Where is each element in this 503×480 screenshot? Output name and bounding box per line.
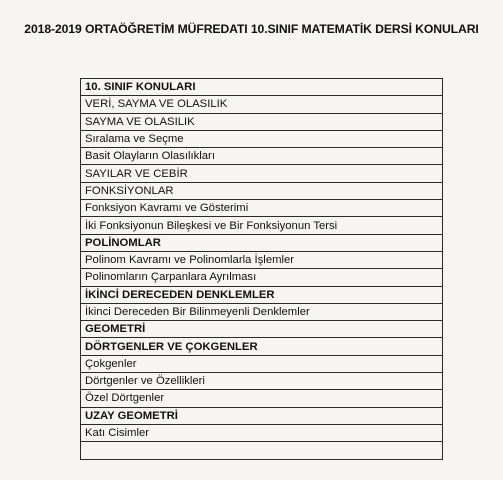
table-cell: İkinci Dereceden Bir Bilinmeyenli Denklemler (81, 303, 443, 320)
table-cell: Katı Cisimler (81, 424, 443, 441)
table-row (81, 303, 443, 320)
table-cell: Özel Dörtgenler (81, 390, 443, 407)
table-cell: 10. SINIF KONULARI (81, 79, 443, 96)
table-row (81, 96, 443, 113)
table-cell: VERİ, SAYMA VE OLASILIK (81, 96, 443, 113)
table-cell: GEOMETRİ (81, 321, 443, 338)
table-cell: Basit Olayların Olasılıkları (81, 148, 443, 165)
table-cell: Polinom Kavramı ve Polinomlarla İşlemler (81, 251, 443, 268)
table-cell: DÖRTGENLER VE ÇOKGENLER (81, 338, 443, 355)
table-row (81, 217, 443, 234)
table-row (81, 79, 443, 96)
table-row (81, 390, 443, 407)
table-row (81, 442, 443, 459)
table-cell: SAYILAR VE CEBİR (81, 165, 443, 182)
table-row (81, 269, 443, 286)
table-cell: İKİNCİ DERECEDEN DENKLEMLER (81, 286, 443, 303)
table-row (81, 200, 443, 217)
table-cell: Çokgenler (81, 355, 443, 372)
table-cell: UZAY GEOMETRİ (81, 407, 443, 424)
table-cell: Polinomların Çarpanlara Ayrılması (81, 269, 443, 286)
table-row (81, 130, 443, 147)
table-row (81, 234, 443, 251)
table-cell: Sıralama ve Seçme (81, 130, 443, 147)
table-row (81, 251, 443, 268)
table-cell: İki Fonksiyonun Bileşkesi ve Bir Fonksiyonun Tersi (81, 217, 443, 234)
table-row (81, 113, 443, 130)
table-row (81, 355, 443, 372)
table-row (81, 148, 443, 165)
table-row (81, 165, 443, 182)
table-cell: Dörtgenler ve Özellikleri (81, 373, 443, 390)
page-title: 2018-2019 ORTAÖĞRETİM MÜFREDATI 10.SINIF MATEMATİK DERSİ KONULARI (24, 22, 479, 36)
table-cell: FONKSİYONLAR (81, 182, 443, 199)
table-cell: Fonksiyon Kavramı ve Gösterimi (81, 200, 443, 217)
table-cell: SAYMA VE OLASILIK (81, 113, 443, 130)
table-row (81, 424, 443, 441)
table-cell-empty (81, 442, 443, 459)
table-row (81, 182, 443, 199)
table-row (81, 286, 443, 303)
table-cell: POLİNOMLAR (81, 234, 443, 251)
table-row (81, 373, 443, 390)
topics-table (80, 78, 443, 460)
table-row (81, 338, 443, 355)
table-row (81, 407, 443, 424)
table-row (81, 321, 443, 338)
